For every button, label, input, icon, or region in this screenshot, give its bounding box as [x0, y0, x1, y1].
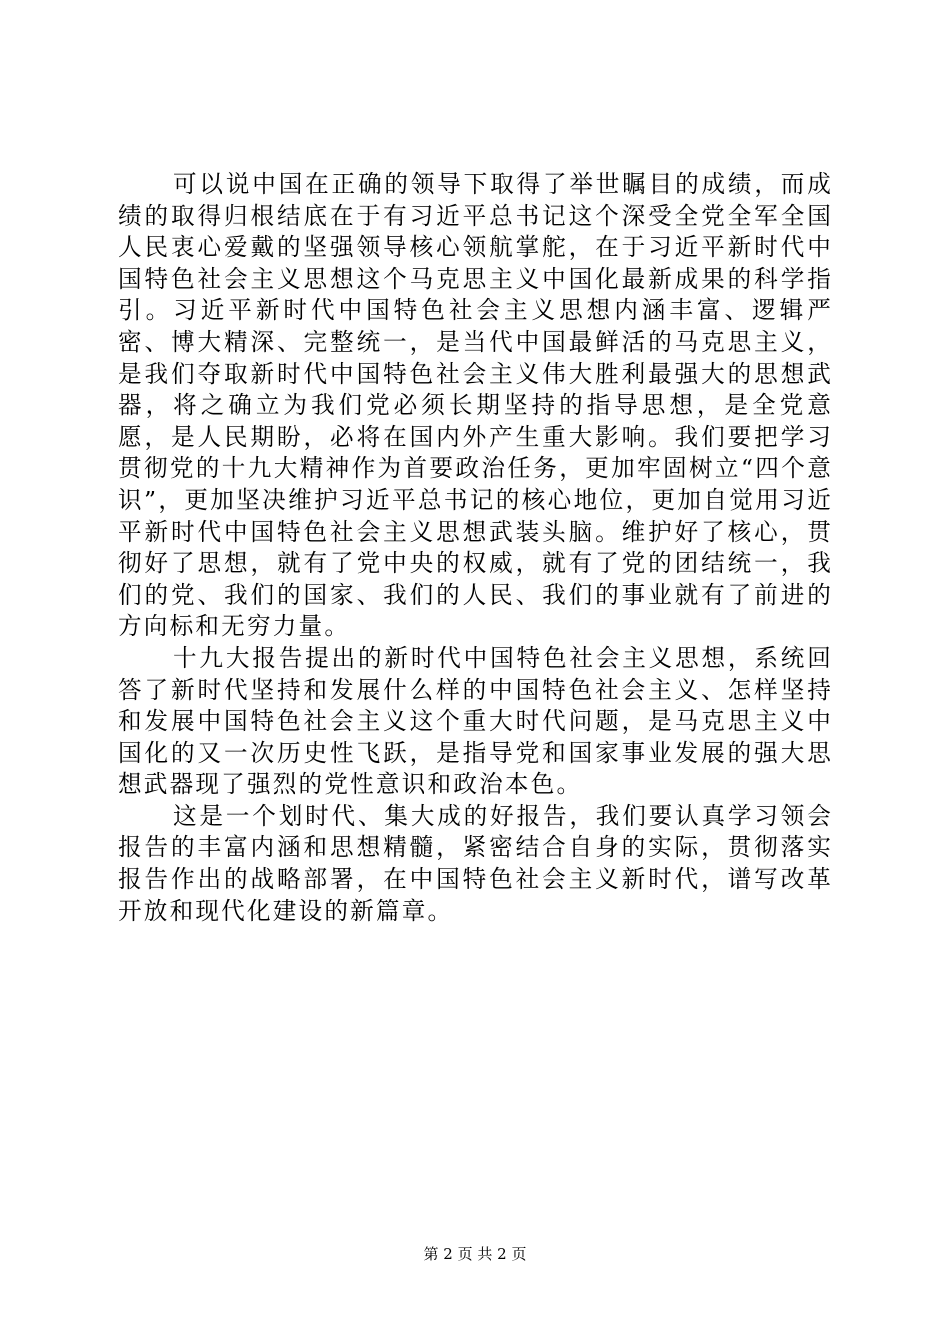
- paragraph-1: 可以说中国在正确的领导下取得了举世瞩目的成绩，而成绩的取得归根结底在于有习近平总书记这个深受全党全军全国人民衷心爱戴的坚强领导核心领航掌舵，在于习近平新时代中国特色社会主义思想这个马克思主义中国化最新成果的科学指引。习近平新时代中国特色社会主义思想内涵丰富、逻辑严密、博大精深、完整统一，是当代中国最鲜活的马克思主义，是我们夺取新时代中国特色社会主义伟大胜利最强大的思想武器，将之确立为我们党必须长期坚持的指导思想，是全党意愿，是人民期盼，必将在国内外产生重大影响。我们要把学习贯彻党的十九大精神作为首要政治任务，更加牢固树立“四个意识”，更加坚决维护习近平总书记的核心地位，更加自觉用习近平新时代中国特色社会主义思想武装头脑。维护好了核心，贯彻好了思想，就有了党中央的权威，就有了党的团结统一，我们的党、我们的国家、我们的人民、我们的事业就有了前进的方向标和无穷力量。: [118, 170, 833, 641]
- body-text: [118, 169, 833, 927]
- paragraph-3: 这是一个划时代、集大成的好报告，我们要认真学习领会报告的丰富内涵和思想精髓，紧密结合自身的实际，贯彻落实报告作出的战略部署，在中国特色社会主义新时代，谱写改革开放和现代化建设的新篇章。: [118, 801, 833, 925]
- page-number-footer: 第 2 页 共 2 页: [423, 1245, 527, 1263]
- paragraph-2: 十九大报告提出的新时代中国特色社会主义思想，系统回答了新时代坚持和发展什么样的中国特色社会主义、怎样坚持和发展中国特色社会主义这个重大时代问题，是马克思主义中国化的又一次历史性飞跃，是指导党和国家事业发展的强大思想武器现了强烈的党性意识和政治本色。: [118, 643, 833, 799]
